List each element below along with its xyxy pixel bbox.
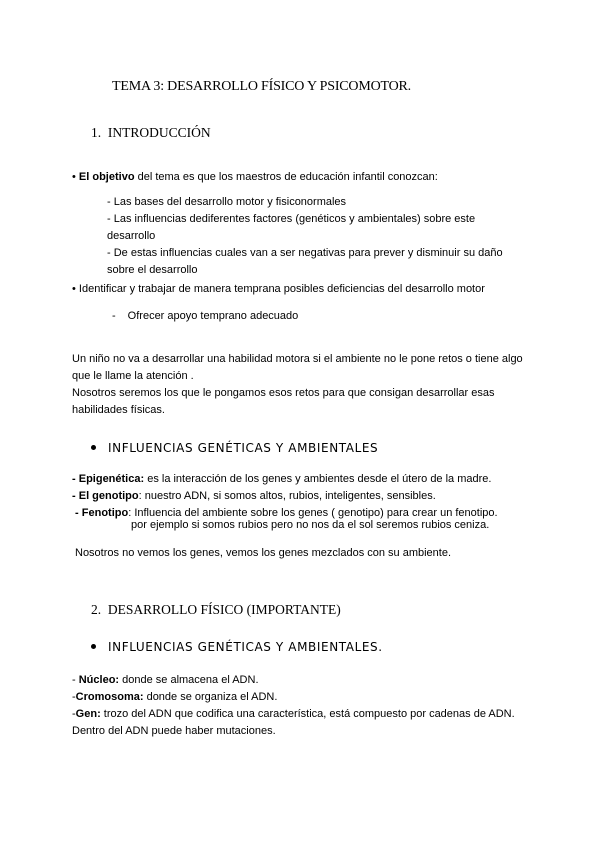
definition-label: El genotipo	[78, 490, 139, 502]
bullet-icon	[91, 644, 96, 649]
definition-dash: -	[72, 708, 76, 720]
definition-epigenetica	[72, 471, 491, 488]
definition-label: Cromosoma:	[75, 691, 144, 703]
paragraph-line: habilidades físicas.	[72, 404, 165, 416]
list-item: - Las bases del desarrollo motor y fisiconormales	[107, 196, 347, 208]
definition-text: : Influencia del ambiente sobre los genes ( genotipo) para crear un fenotipo.	[128, 507, 498, 519]
definition-gen	[72, 706, 515, 723]
page-title: TEMA 3: DESARROLLO FÍSICO Y PSICOMOTOR.	[112, 79, 411, 94]
definition-label: Núcleo:	[78, 674, 120, 686]
definition-dash: -	[72, 691, 76, 703]
fenotipo-example: por ejemplo si somos rubios pero no nos da el sol seremos rubios ceniza.	[131, 519, 490, 531]
definition-text: es la interacción de los genes y ambientes desde el útero de la madre.	[144, 473, 492, 485]
paragraph-line: Un niño no va a desarrollar una habilidad motora si el ambiente no le pone retos o tiene algo	[72, 353, 523, 365]
list-item: desarrollo	[107, 230, 156, 242]
section-1-title: INTRODUCCIÓN	[107, 125, 211, 140]
list-item: - Las influencias dediferentes factores (genéticos y ambientales) sobre este	[107, 213, 476, 225]
identify-paragraph: • Identificar y trabajar de manera temprana posibles deficiencias del desarrollo motor	[72, 283, 485, 295]
genes-note: Nosotros no vemos los genes, vemos los genes mezclados con su ambiente.	[75, 547, 452, 559]
definition-cromosoma	[72, 689, 277, 706]
definition-label: Gen:	[75, 708, 101, 720]
intro-paragraph	[72, 351, 523, 419]
influences-heading-1	[91, 441, 378, 455]
objective-bullet: •	[72, 171, 76, 183]
definition-text: : nuestro ADN, si somos altos, rubios, inteligentes, sensibles.	[138, 490, 436, 502]
definition-genotipo	[72, 488, 436, 505]
objective-label: El objetivo	[78, 171, 135, 183]
definition-text: donde se almacena el ADN.	[119, 674, 259, 686]
paragraph-line: Nosotros seremos los que le pongamos esos retos para que consigan desarrollar esas	[72, 387, 495, 399]
definition-dash: -	[72, 507, 82, 519]
support-item	[112, 308, 298, 325]
list-item: - De estas influencias cuales van a ser negativas para prever y disminuir su daño	[107, 247, 503, 259]
support-text: Ofrecer apoyo temprano adecuado	[127, 310, 299, 322]
definition-dash: -	[72, 473, 79, 485]
paragraph-line: que le llame la atención .	[72, 370, 194, 382]
objective-paragraph	[72, 169, 438, 186]
definition-nucleo	[72, 672, 259, 689]
section-2-title: DESARROLLO FÍSICO (IMPORTANTE)	[107, 602, 341, 617]
section-1-heading	[91, 125, 211, 141]
definition-text: donde se organiza el ADN.	[143, 691, 278, 703]
objective-list	[107, 194, 503, 279]
definition-dash: -	[72, 490, 79, 502]
section-1-number: 1.	[91, 125, 102, 140]
definition-label: Epigenética:	[78, 473, 145, 485]
definition-text: trozo del ADN que codifica una característica, está compuesto por cadenas de ADN.	[100, 708, 515, 720]
section-2-heading	[91, 602, 341, 618]
influences-heading-2	[91, 640, 383, 654]
influences-heading-1-text: INFLUENCIAS GENÉTICAS Y AMBIENTALES	[108, 441, 379, 455]
list-item: sobre el desarrollo	[107, 264, 198, 276]
support-dash: -	[112, 310, 116, 322]
definition-dash: -	[72, 674, 79, 686]
bullet-icon	[91, 445, 96, 450]
definition-label: Fenotipo	[81, 507, 129, 519]
influences-heading-2-text: INFLUENCIAS GENÉTICAS Y AMBIENTALES.	[108, 640, 383, 654]
section-2-number: 2.	[91, 602, 102, 617]
objective-text: del tema es que los maestros de educación infantil conozcan:	[134, 171, 438, 183]
mutations-note: Dentro del ADN puede haber mutaciones.	[72, 725, 276, 737]
